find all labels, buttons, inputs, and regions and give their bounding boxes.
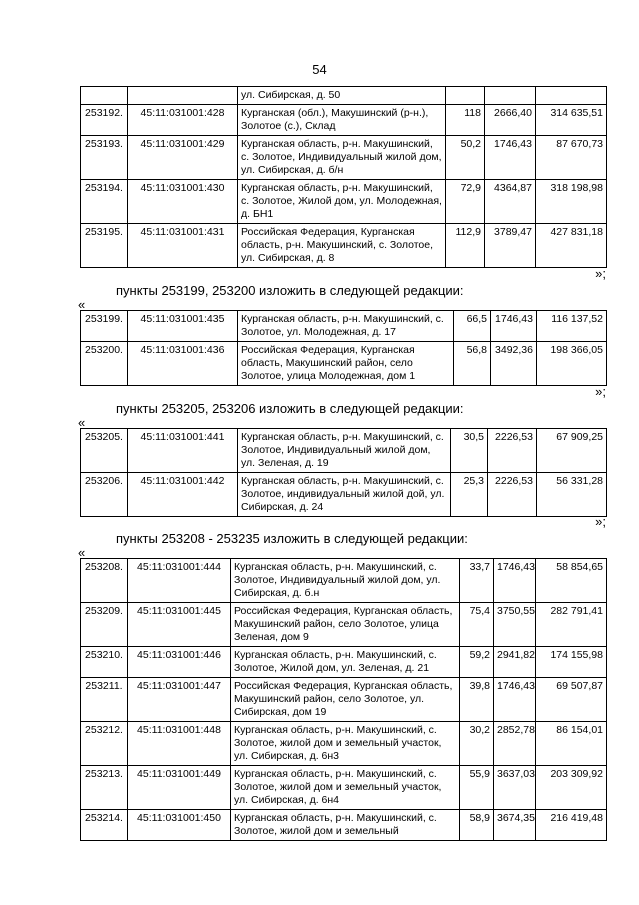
cadastral-value: 56 331,28 bbox=[537, 473, 607, 517]
address: Курганская (обл.), Макушинский (р-н.), Золотое (с.), Склад bbox=[238, 105, 446, 136]
unit-price: 1746,43 bbox=[485, 136, 536, 180]
address: Курганская область, р-н. Макушинский, с. Золотое, Индивидуальный жилой дом, ул. Сибирская, д. б/н bbox=[238, 136, 446, 180]
address: Курганская область, р-н. Макушинский, с. Золотое, Жилой дом, ул. Молодежная, д. БН1 bbox=[238, 180, 446, 224]
property-table-1 bbox=[80, 86, 607, 268]
address: Курганская область, р-н. Макушинский, с. Золотое, Жилой дом, ул. Зеленая, д. 21 bbox=[231, 647, 460, 678]
row-number: 253192. bbox=[81, 105, 128, 136]
closing-quote: »; bbox=[595, 266, 606, 281]
address: Курганская область, р-н. Макушинский, с. Золотое, жилой дом и земельный участок, ул. Сибирская, д. 6н3 bbox=[231, 722, 460, 766]
row-number: 253193. bbox=[81, 136, 128, 180]
row-number: 253205. bbox=[81, 429, 128, 473]
area: 39,8 bbox=[460, 678, 494, 722]
table-row bbox=[81, 87, 607, 105]
property-table-2 bbox=[80, 310, 607, 386]
address: Курганская область, р-н. Макушинский, с. Золотое, жилой дом и земельный bbox=[231, 810, 460, 841]
table-row bbox=[81, 766, 607, 810]
unit-price: 2666,40 bbox=[485, 105, 536, 136]
cadastral-value: 314 635,51 bbox=[536, 105, 607, 136]
cadastral-number: 45:11:031001:436 bbox=[128, 342, 238, 386]
row-number: 253210. bbox=[81, 647, 128, 678]
table-row bbox=[81, 105, 607, 136]
closing-quote: »; bbox=[595, 514, 606, 529]
table-row bbox=[81, 473, 607, 517]
cadastral-number: 45:11:031001:431 bbox=[128, 224, 238, 268]
amendment-intro: пункты 253199, 253200 изложить в следующей редакции: bbox=[116, 283, 464, 298]
cadastral-number: 45:11:031001:429 bbox=[128, 136, 238, 180]
area bbox=[446, 87, 485, 105]
cadastral-value: 174 155,98 bbox=[536, 647, 607, 678]
cadastral-value: 67 909,25 bbox=[537, 429, 607, 473]
page-number: 54 bbox=[312, 62, 327, 77]
row-number: 253200. bbox=[81, 342, 128, 386]
cadastral-value: 86 154,01 bbox=[536, 722, 607, 766]
address: ул. Сибирская, д. 50 bbox=[238, 87, 446, 105]
table-row bbox=[81, 678, 607, 722]
area: 118 bbox=[446, 105, 485, 136]
opening-quote: « bbox=[78, 297, 86, 312]
unit-price: 2852,78 bbox=[494, 722, 536, 766]
cadastral-number: 45:11:031001:428 bbox=[128, 105, 238, 136]
opening-quote: « bbox=[78, 415, 86, 430]
address: Курганская область, р-н. Макушинский, с. Золотое, Индивидуальный жилой дом, ул. Сибирская, д. б.н bbox=[231, 559, 460, 603]
area: 33,7 bbox=[460, 559, 494, 603]
address: Курганская область, р-н. Макушинский, с. Золотое, Индивидуальный жилой дом, ул. Зеленая, д. 19 bbox=[238, 429, 451, 473]
cadastral-value: 282 791,41 bbox=[536, 603, 607, 647]
cadastral-number: 45:11:031001:444 bbox=[128, 559, 231, 603]
table-row bbox=[81, 311, 607, 342]
opening-quote: « bbox=[78, 545, 86, 560]
cadastral-value: 69 507,87 bbox=[536, 678, 607, 722]
table-row bbox=[81, 810, 607, 841]
cadastral-number: 45:11:031001:450 bbox=[128, 810, 231, 841]
cadastral-value: 318 198,98 bbox=[536, 180, 607, 224]
cadastral-number: 45:11:031001:446 bbox=[128, 647, 231, 678]
area: 112,9 bbox=[446, 224, 485, 268]
unit-price: 2941,82 bbox=[494, 647, 536, 678]
cadastral-number: 45:11:031001:448 bbox=[128, 722, 231, 766]
table-row bbox=[81, 647, 607, 678]
cadastral-value: 58 854,65 bbox=[536, 559, 607, 603]
row-number: 253199. bbox=[81, 311, 128, 342]
address: Российская Федерация, Курганская область, Макушинский район, село Золотое, ул. Сибирская, дом 19 bbox=[231, 678, 460, 722]
cadastral-number: 45:11:031001:445 bbox=[128, 603, 231, 647]
row-number: 253194. bbox=[81, 180, 128, 224]
cadastral-value: 203 309,92 bbox=[536, 766, 607, 810]
row-number: 253195. bbox=[81, 224, 128, 268]
cadastral-number: 45:11:031001:442 bbox=[128, 473, 238, 517]
address: Курганская область, р-н. Макушинский, с. Золотое, индивидуальный жилой дой, ул. Сибирская, д. 24 bbox=[238, 473, 451, 517]
row-number: 253214. bbox=[81, 810, 128, 841]
address: Курганская область, р-н. Макушинский, с. Золотое, ул. Молодежная, д. 17 bbox=[238, 311, 454, 342]
row-number: 253209. bbox=[81, 603, 128, 647]
cadastral-value: 198 366,05 bbox=[537, 342, 607, 386]
unit-price: 2226,53 bbox=[488, 473, 537, 517]
table-row bbox=[81, 722, 607, 766]
unit-price: 3637,03 bbox=[494, 766, 536, 810]
area: 72,9 bbox=[446, 180, 485, 224]
row-number: 253211. bbox=[81, 678, 128, 722]
area: 56,8 bbox=[454, 342, 491, 386]
address: Российская Федерация, Курганская область, Макушинский район, село Золотое, улица Зеленая, дом 9 bbox=[231, 603, 460, 647]
property-table-4 bbox=[80, 558, 607, 841]
area: 58,9 bbox=[460, 810, 494, 841]
table-row bbox=[81, 559, 607, 603]
closing-quote: »; bbox=[595, 384, 606, 399]
table-row bbox=[81, 224, 607, 268]
area: 30,5 bbox=[451, 429, 488, 473]
unit-price: 4364,87 bbox=[485, 180, 536, 224]
cadastral-number: 45:11:031001:430 bbox=[128, 180, 238, 224]
cadastral-value: 216 419,48 bbox=[536, 810, 607, 841]
cadastral-number: 45:11:031001:435 bbox=[128, 311, 238, 342]
address: Курганская область, р-н. Макушинский, с. Золотое, жилой дом и земельный участок, ул. Сибирская, д. 6н4 bbox=[231, 766, 460, 810]
table-row bbox=[81, 603, 607, 647]
cadastral-value: 116 137,52 bbox=[537, 311, 607, 342]
row-number: 253208. bbox=[81, 559, 128, 603]
amendment-intro: пункты 253208 - 253235 изложить в следующей редакции: bbox=[116, 531, 468, 546]
cadastral-value: 87 670,73 bbox=[536, 136, 607, 180]
cadastral-number bbox=[128, 87, 238, 105]
area: 50,2 bbox=[446, 136, 485, 180]
unit-price: 3492,36 bbox=[491, 342, 537, 386]
unit-price: 3789,47 bbox=[485, 224, 536, 268]
row-number: 253213. bbox=[81, 766, 128, 810]
amendment-intro: пункты 253205, 253206 изложить в следующей редакции: bbox=[116, 401, 464, 416]
row-number: 253206. bbox=[81, 473, 128, 517]
unit-price: 1746,43 bbox=[491, 311, 537, 342]
cadastral-value: 427 831,18 bbox=[536, 224, 607, 268]
area: 55,9 bbox=[460, 766, 494, 810]
cadastral-number: 45:11:031001:449 bbox=[128, 766, 231, 810]
table-row bbox=[81, 429, 607, 473]
address: Российская Федерация, Курганская область, Макушинский район, село Золотое, улица Молодежная, дом 1 bbox=[238, 342, 454, 386]
cadastral-number: 45:11:031001:441 bbox=[128, 429, 238, 473]
row-number bbox=[81, 87, 128, 105]
area: 75,4 bbox=[460, 603, 494, 647]
unit-price: 1746,43 bbox=[494, 559, 536, 603]
unit-price bbox=[485, 87, 536, 105]
unit-price: 2226,53 bbox=[488, 429, 537, 473]
address: Российская Федерация, Курганская область, р-н. Макушинский, с. Золотое, ул. Сибирская, д. 8 bbox=[238, 224, 446, 268]
unit-price: 3750,55 bbox=[494, 603, 536, 647]
unit-price: 1746,43 bbox=[494, 678, 536, 722]
area: 30,2 bbox=[460, 722, 494, 766]
row-number: 253212. bbox=[81, 722, 128, 766]
table-row bbox=[81, 180, 607, 224]
area: 25,3 bbox=[451, 473, 488, 517]
area: 66,5 bbox=[454, 311, 491, 342]
cadastral-number: 45:11:031001:447 bbox=[128, 678, 231, 722]
property-table-3 bbox=[80, 428, 607, 517]
table-row bbox=[81, 136, 607, 180]
cadastral-value bbox=[536, 87, 607, 105]
table-row bbox=[81, 342, 607, 386]
unit-price: 3674,35 bbox=[494, 810, 536, 841]
area: 59,2 bbox=[460, 647, 494, 678]
